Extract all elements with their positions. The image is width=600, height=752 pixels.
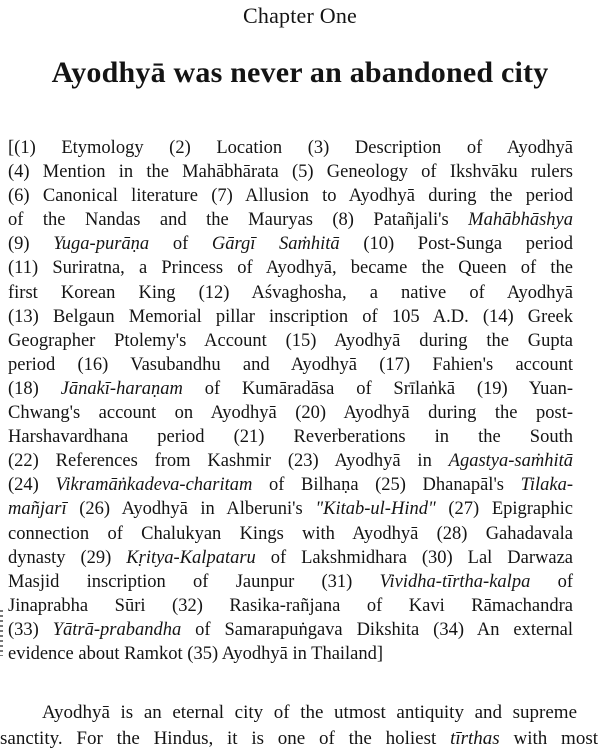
chapter-label: Chapter One [243,3,357,28]
contents-line: (4) Mention in the Mahābhārata (5) Geneology of Ikshvāku rulers [8,162,573,183]
contents-line: Geographer Ptolemy's Account (15) Ayodhyā during the Gupta [8,330,573,351]
contents-line: (24) Vikramāṅkadeva-charitam of Bilhaṇa (25) Dhanapāl's Tilaka- [8,475,573,496]
contents-line: evidence about Ramkot (35) Ayodhyā in Thailand] [8,643,384,664]
contents-line: (33) Yātrā-prabandha of Samarapuṅgava Dikshita (34) An external [8,619,573,640]
contents-line: Masjid inscription of Jaunpur (31) Vividha-tīrtha-kalpa of [8,571,573,592]
contents-line: (6) Canonical literature (7) Allusion to Ayodhyā during the period [8,186,573,207]
contents-line: Chwang's account on Ayodhyā (20) Ayodhyā during the post- [8,403,573,424]
contents-line: Jinaprabha Sūri (32) Rasika-rañjana of Kavi Rāmachandra [8,595,573,616]
chapter-title: Ayodhyā was never an abandoned city [51,56,549,89]
contents-line: connection of Chalukyan Kings with Ayodhyā (28) Gahadavala [8,523,573,544]
contents-line: [(1) Etymology (2) Location (3) Description of Ayodhyā [8,138,573,158]
body-line: Ayodhyā is an eternal city of the utmost antiquity and supreme [42,702,577,723]
contents-line: (9) Yuga-purāṇa of Gārgī Saṁhitā (10) Post-Sunga period [8,234,573,255]
contents-line: Harshavardhana period (21) Reverberations in the South [8,427,573,448]
contents-line: dynasty (29) Kṛitya-Kalpataru of Lakshmidhara (30) Lal Darwaza [8,547,573,568]
contents-line: (22) References from Kashmir (23) Ayodhyā in Agastya-saṁhitā [8,451,573,472]
body-line: sanctity. For the Hindus, it is one of the holiest tīrthas with most [0,728,599,749]
contents-line: mañjarī (26) Ayodhyā in Alberuni's "Kitab-ul-Hind" (27) Epigraphic [8,499,573,520]
chapter-contents [8,136,573,666]
body-paragraph [0,700,600,752]
contents-line: (13) Belgaun Memorial pillar inscription of 105 A.D. (14) Greek [8,306,573,327]
contents-line: first Korean King (12) Aśvaghosha, a native of Ayodhyā [8,282,573,303]
contents-line: (18) Jānakī-haraṇam of Kumāradāsa of Srīlaṅkā (19) Yuan- [8,378,573,399]
contents-line: of the Nandas and the Mauryas (8) Patañjali's Mahābhāshya [8,210,573,231]
contents-line: (11) Suriratna, a Princess of Ayodhyā, became the Queen of the [8,258,573,279]
contents-line: period (16) Vasubandhu and Ayodhyā (17) Fahien's account [8,354,573,375]
margin-binding-mark [0,610,3,656]
